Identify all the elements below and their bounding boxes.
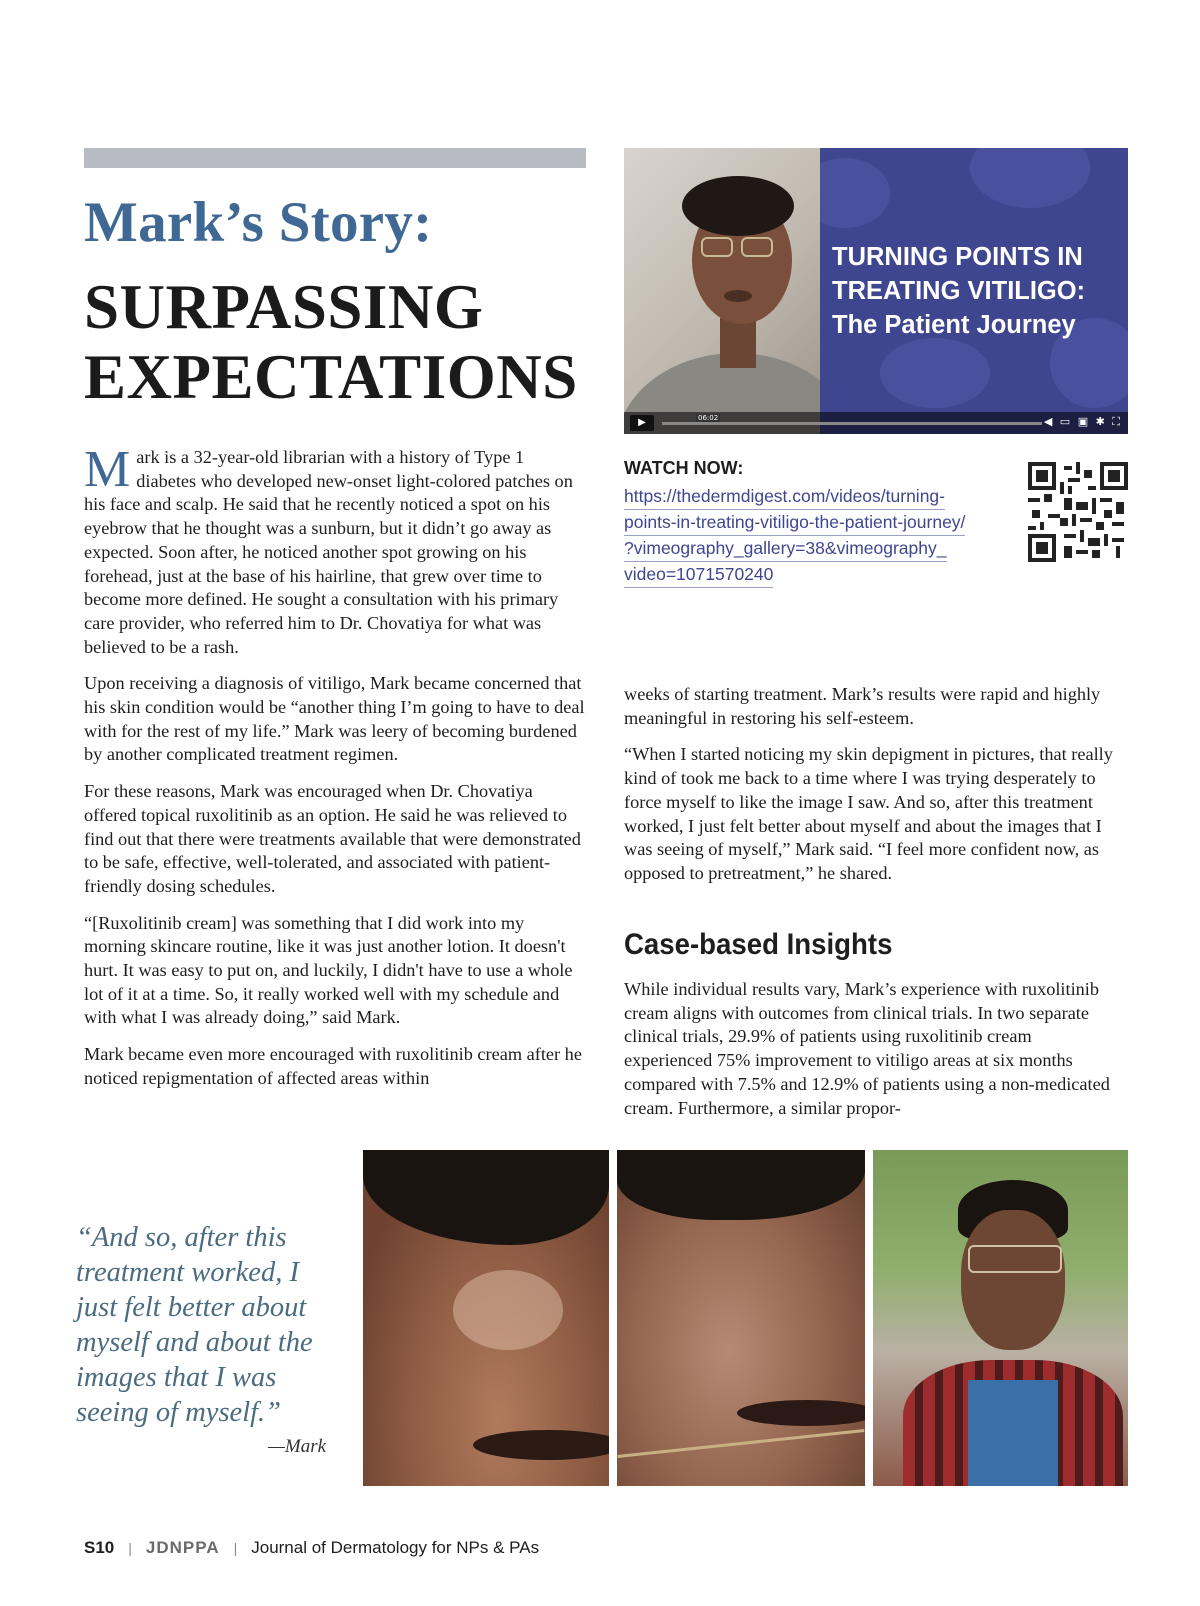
video-title-line: The Patient Journey xyxy=(832,311,1076,339)
video-title xyxy=(832,240,1122,342)
divider: | xyxy=(233,1540,238,1556)
paragraph: weeks of starting treatment. Mark’s results were rapid and highly meaningful in restoring his self-esteem. xyxy=(624,684,1101,728)
watch-now-link[interactable] xyxy=(624,484,1004,588)
video-control-icons[interactable]: ◀ ▭ ▣ ✱ ⛶ xyxy=(1043,415,1122,428)
headline-line: SURPASSING xyxy=(84,272,484,342)
right-column xyxy=(624,683,1124,899)
video-controls-bar xyxy=(624,412,1128,434)
section-heading: Case-based Insights xyxy=(624,928,893,961)
video-player[interactable] xyxy=(624,148,1128,434)
pull-quote: “And so, after this treatment worked, I just felt better about myself and about the images that I was seeing of myself.” xyxy=(76,1222,313,1428)
paragraph xyxy=(84,441,587,659)
article-kicker: Mark’s Story: xyxy=(84,191,433,254)
portrait-photo xyxy=(873,1150,1128,1486)
divider: | xyxy=(128,1540,132,1556)
pull-quote-attribution: —Mark xyxy=(268,1436,327,1457)
paragraph: “When I started noticing my skin depigment in pictures, that really kind of took me back to a time where I was trying desperately to force myself to like the image I saw. And so, after this treatment worked, I just felt better about myself and about the images that I was seeing of myself,” Mark said. “I feel more confident now, as opposed to pretreatment,” he shared. xyxy=(624,744,1113,883)
page-number: S10 xyxy=(84,1538,115,1557)
video-timecode: 06:02 xyxy=(698,414,719,422)
person-illustration xyxy=(624,148,820,434)
watch-now-label: WATCH NOW: xyxy=(624,458,744,478)
paragraph: Mark became even more encouraged with ruxolitinib cream after he noticed repigmentation of affected areas within xyxy=(84,1044,582,1088)
video-progress-track[interactable] xyxy=(662,414,1042,425)
url-line[interactable]: points-in-treating-vitiligo-the-patient-journey/ xyxy=(624,510,965,536)
video-thumbnail-photo xyxy=(624,148,820,434)
left-column xyxy=(84,441,587,1104)
forehead-photo-before xyxy=(363,1150,609,1486)
paragraph: “[Ruxolitinib cream] was something that I did work into my morning skincare routine, like it was just another lotion. It doesn't hurt. It was easy to put on, and luckily, I didn't have to use a whole lot of it at a time. So, it really worked well with my schedule and with what I was already doing,” said Mark. xyxy=(84,912,573,1028)
right-column-lower xyxy=(624,978,1124,1133)
drop-cap: M xyxy=(84,441,131,498)
play-icon[interactable]: ▶ xyxy=(630,415,654,431)
journal-name: Journal of Dermatology for NPs & PAs xyxy=(251,1538,540,1557)
headline-line: EXPECTATIONS xyxy=(84,342,578,412)
journal-abbrev: JDNPPA xyxy=(145,1538,220,1557)
url-line[interactable]: https://thedermdigest.com/videos/turning- xyxy=(624,484,945,510)
paragraph-text: ark is a 32-year-old librarian with a history of Type 1 diabetes who developed new-onset light-colored patches on his face and scalp. He said that he recently noticed a spot on his eyebrow that he thought was a sunburn, but it didn’t go away as expected. Soon after, he noticed another spot growing on his forehead, just at the base of his hairline, that grew over time to become more defined. He sought a consultation with his primary care provider, who referred him to Dr. Chovatiya for what was believed to be a rash. xyxy=(84,447,573,657)
video-title-line: TURNING POINTS IN xyxy=(832,243,1083,271)
top-rule xyxy=(84,148,586,168)
forehead-photo-after xyxy=(617,1150,865,1486)
url-line[interactable]: ?vimeography_gallery=38&vimeography_ xyxy=(624,536,947,562)
qr-code-icon[interactable] xyxy=(1028,462,1128,562)
page-footer xyxy=(84,1538,539,1558)
paragraph: While individual results vary, Mark’s experience with ruxolitinib cream aligns with outcomes from clinical trials. In two separate clinical trials, 29.9% of patients using ruxolitinib cream experienced 75% improvement to vitiligo areas at six months compared with 7.5% and 12.9% of patients using a non-medicated cream. Furthermore, a similar propor- xyxy=(624,979,1110,1118)
article-headline xyxy=(84,272,578,412)
paragraph: Upon receiving a diagnosis of vitiligo, Mark became concerned that his skin condition would be “another thing I’m going to have to deal with for the rest of my life.” Mark was leery of becoming burdened by another complicated treatment regimen. xyxy=(84,673,585,765)
video-title-line: TREATING VITILIGO: xyxy=(832,277,1086,305)
url-line[interactable]: video=1071570240 xyxy=(624,562,773,588)
paragraph: For these reasons, Mark was encouraged when Dr. Chovatiya offered topical ruxolitinib as an option. He said he was relieved to find out that there were treatments available that were demonstrated to be safe, effective, well-tolerated, and associated with patient-friendly dosing schedules. xyxy=(84,781,581,896)
